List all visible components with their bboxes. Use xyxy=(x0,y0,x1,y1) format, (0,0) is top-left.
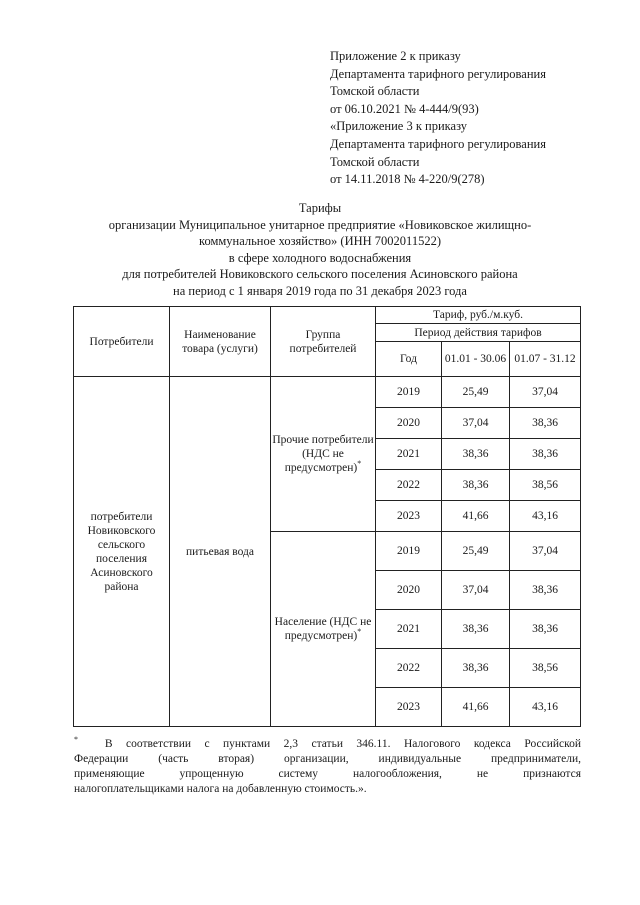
header-tariff: Тариф, руб./м.куб. xyxy=(376,307,581,324)
tariff-h2-cell: 38,36 xyxy=(510,439,581,470)
group-cell-other xyxy=(271,377,376,532)
tariff-h1-cell: 38,36 xyxy=(442,439,510,470)
header-first-half: 01.01 - 30.06 xyxy=(442,342,510,377)
title-line: организации Муниципальное унитарное предприятие «Новиковское жилищно- xyxy=(108,217,532,232)
tariff-h2-cell: 43,16 xyxy=(510,688,581,727)
year-cell: 2021 xyxy=(376,610,442,649)
year-cell: 2020 xyxy=(376,408,442,439)
header-line: Приложение 2 к приказу xyxy=(330,49,461,63)
tariff-h1-cell: 41,66 xyxy=(442,501,510,532)
footnote-ref: * xyxy=(357,627,362,637)
tariff-h1-cell: 38,36 xyxy=(442,470,510,501)
product-cell: питьевая вода xyxy=(170,377,271,727)
header-line: Департамента тарифного регулирования xyxy=(330,136,546,151)
year-cell: 2019 xyxy=(376,532,442,571)
year-cell: 2023 xyxy=(376,501,442,532)
header-line: Департамента тарифного регулирования xyxy=(330,66,546,81)
tariff-h1-cell: 41,66 xyxy=(442,688,510,727)
footnote-line: Федерации (часть вторая) организации, индивидуальные предприниматели, xyxy=(74,753,581,765)
footnote-line xyxy=(74,737,581,752)
footnote-text: В соответствии с пунктами 2,3 статьи 346.11. Налогового кодекса Российской xyxy=(104,738,582,750)
tariff-h1-cell: 38,36 xyxy=(442,610,510,649)
title-line: коммунальное хозяйство» (ИНН 7002011522) xyxy=(199,234,441,249)
tariff-h2-cell: 38,36 xyxy=(510,408,581,439)
tariff-h1-cell: 37,04 xyxy=(442,408,510,439)
tariff-h2-cell: 38,36 xyxy=(510,610,581,649)
header-second-half: 01.07 - 31.12 xyxy=(510,342,581,377)
group-name: Население (НДС не предусмотрен) xyxy=(274,616,372,642)
header-consumers: Потребители xyxy=(74,307,170,377)
title-line: в сфере холодного водоснабжения xyxy=(228,250,412,265)
table-row xyxy=(74,377,581,408)
consumer-cell: потребители Новиковского сельского поселения Асиновского района xyxy=(74,377,170,727)
document-title xyxy=(40,200,600,300)
header-line: Томской области xyxy=(330,154,420,169)
footnote xyxy=(74,737,581,797)
header-group: Группа потребителей xyxy=(271,307,376,377)
tariff-table xyxy=(73,306,581,727)
footnote-line: налогоплательщиками налога на добавленную стоимость.». xyxy=(74,783,367,795)
year-cell: 2020 xyxy=(376,571,442,610)
title-line: для потребителей Новиковского сельского поселения Асиновского района xyxy=(122,267,518,282)
title-line: на период с 1 января 2019 года по 31 декабря 2023 года xyxy=(173,283,467,298)
tariff-h2-cell: 38,56 xyxy=(510,649,581,688)
header-product: Наименование товара (услуги) xyxy=(170,307,271,377)
year-cell: 2021 xyxy=(376,439,442,470)
order-header xyxy=(330,48,630,189)
header-line: Томской области xyxy=(330,84,420,99)
year-cell: 2022 xyxy=(376,470,442,501)
footnote-line: применяющие упрощенную систему налогообложения, не признаются xyxy=(74,768,581,780)
tariff-h1-cell: 25,49 xyxy=(442,532,510,571)
year-cell: 2022 xyxy=(376,649,442,688)
tariff-h1-cell: 25,49 xyxy=(442,377,510,408)
year-cell: 2019 xyxy=(376,377,442,408)
group-cell-population xyxy=(271,532,376,727)
year-cell: 2023 xyxy=(376,688,442,727)
footnote-mark: * xyxy=(74,735,78,745)
footnote-ref: * xyxy=(357,459,362,469)
header-period: Период действия тарифов xyxy=(376,324,581,342)
header-line: от 06.10.2021 № 4-444/9(93) xyxy=(330,101,479,116)
tariff-h2-cell: 38,56 xyxy=(510,470,581,501)
tariff-h2-cell: 37,04 xyxy=(510,532,581,571)
tariff-h1-cell: 37,04 xyxy=(442,571,510,610)
tariff-h2-cell: 38,36 xyxy=(510,571,581,610)
group-name: Прочие потребители (НДС не предусмотрен) xyxy=(272,434,374,474)
header-line: от 14.11.2018 № 4-220/9(278) xyxy=(330,172,485,187)
tariff-h2-cell: 43,16 xyxy=(510,501,581,532)
tariff-h2-cell: 37,04 xyxy=(510,377,581,408)
header-line: «Приложение 3 к приказу xyxy=(330,119,468,134)
title-line: Тарифы xyxy=(298,201,342,215)
tariff-h1-cell: 38,36 xyxy=(442,649,510,688)
header-year: Год xyxy=(376,342,442,377)
